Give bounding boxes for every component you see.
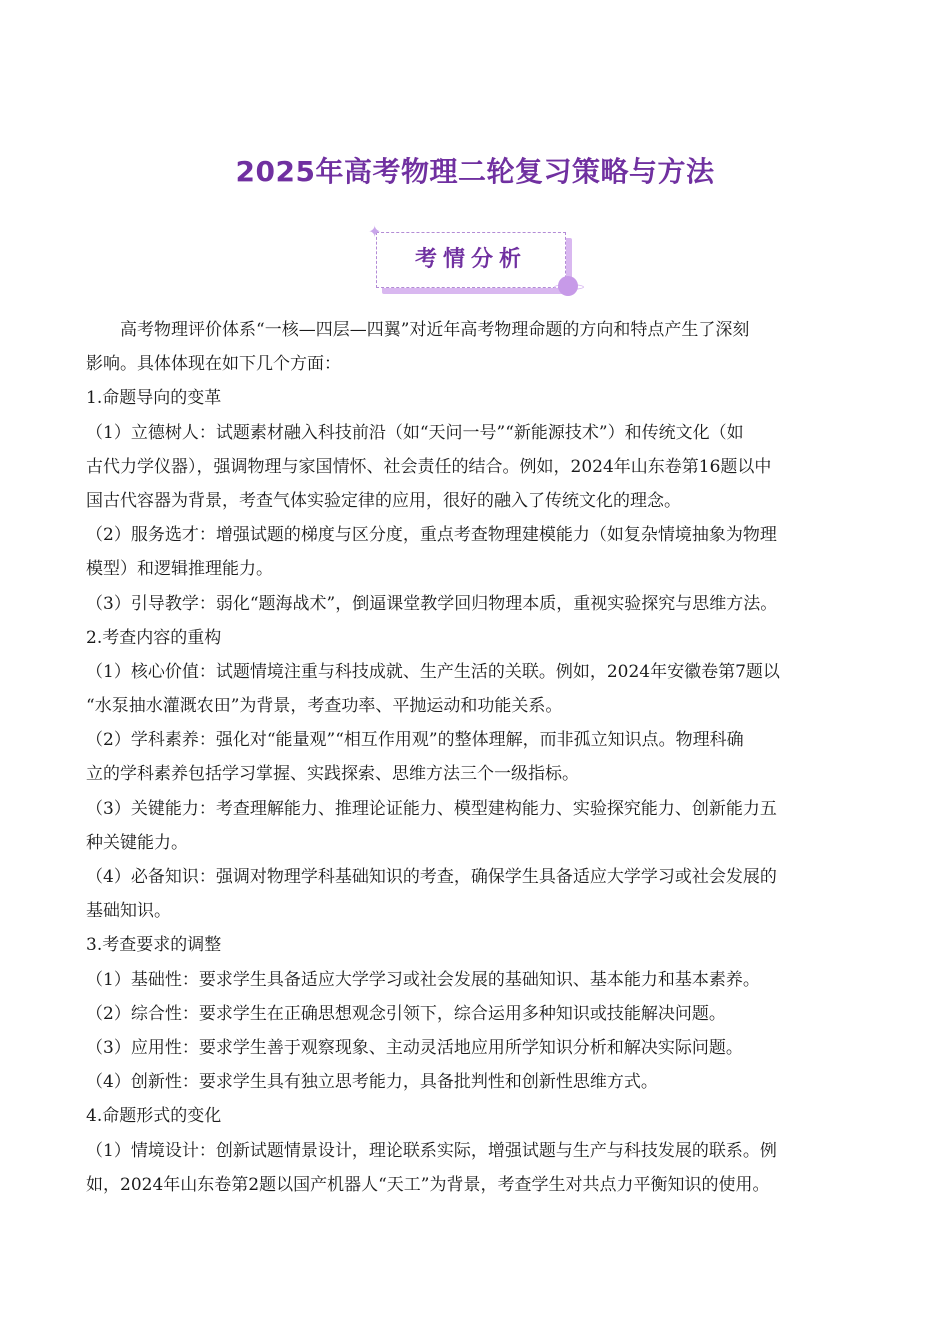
paragraph-line: （4）创新性：要求学生具有独立思考能力，具备批判性和创新性思维方式。 [86,1072,658,1093]
paragraph-line: （2）学科素养：强化对“能量观”“相互作用观”的整体理解，而非孤立知识点。物理科确 [86,730,744,751]
paragraph-line: 基础知识。 [86,901,171,922]
document-body [86,313,866,1202]
paragraph-line: 高考物理评价体系“一核—四层—四翼”对近年高考物理命题的方向和特点产生了深刻 [120,320,750,340]
section-heading-4: 4.命题形式的变化 [86,1106,222,1127]
paragraph-line: （1）立德树人：试题素材融入科技前沿（如“天问一号”“新能源技术”）和传统文化（如 [86,422,744,443]
paragraph-line: 影响。具体体现在如下几个方面： [86,354,341,375]
paragraph-line: 模型）和逻辑推理能力。 [86,559,273,580]
section-heading-2: 2.考查内容的重构 [86,627,222,648]
paragraph-line: （2）服务选才：增强试题的梯度与区分度，重点考查物理建模能力（如复杂情境抽象为物理 [86,525,777,546]
page-title: 2025年高考物理二轮复习策略与方法 [235,155,715,188]
section-banner [368,224,588,304]
planet-icon [558,276,578,296]
section-heading: 考情分析 [414,247,527,272]
paragraph-line: （4）必备知识：强调对物理学科基础知识的考查，确保学生具备适应大学学习或社会发展的 [86,867,777,887]
paragraph-line: （3）关键能力：考查理解能力、推理论证能力、模型建构能力、实验探究能力、创新能力五 [86,798,777,819]
paragraph-line: （1）核心价值：试题情境注重与科技成就、生产生活的关联。例如，2024年安徽卷第7题以 [86,661,780,682]
paragraph-line: （1）情境设计：创新试题情景设计，理论联系实际，增强试题与生产与科技发展的联系。例 [86,1140,777,1161]
paragraph-line: 古代力学仪器），强调物理与家国情怀、社会责任的结合。例如，2024年山东卷第16题以中 [86,456,772,477]
paragraph-line: （3）引导教学：弱化“题海战术”，倒逼课堂教学回归物理本质，重视实验探究与思维方法。 [86,593,778,614]
paragraph-line: 国古代容器为背景，考查气体实验定律的应用，很好的融入了传统文化的理念。 [86,490,681,511]
section-heading-3: 3.考查要求的调整 [86,935,222,956]
section-heading-1: 1.命题导向的变革 [86,388,222,409]
sparkle-icon: ✦ [368,222,382,241]
paragraph-line: 立的学科素养包括学习掌握、实践探索、思维方法三个一级指标。 [86,764,579,785]
paragraph-line: （3）应用性：要求学生善于观察现象、主动灵活地应用所学知识分析和解决实际问题。 [86,1037,743,1058]
paragraph-line: 如，2024年山东卷第2题以国产机器人“天工”为背景，考查学生对共点力平衡知识的使用。 [86,1174,770,1195]
paragraph-line: （2）综合性：要求学生在正确思想观念引领下，综合运用多种知识或技能解决问题。 [86,1003,726,1024]
paragraph-line: 种关键能力。 [86,832,188,853]
paragraph-line: “水泵抽水灌溉农田”为背景，考查功率、平抛运动和功能关系。 [86,696,563,717]
paragraph-line: （1）基础性：要求学生具备适应大学学习或社会发展的基础知识、基本能力和基本素养。 [86,969,760,990]
